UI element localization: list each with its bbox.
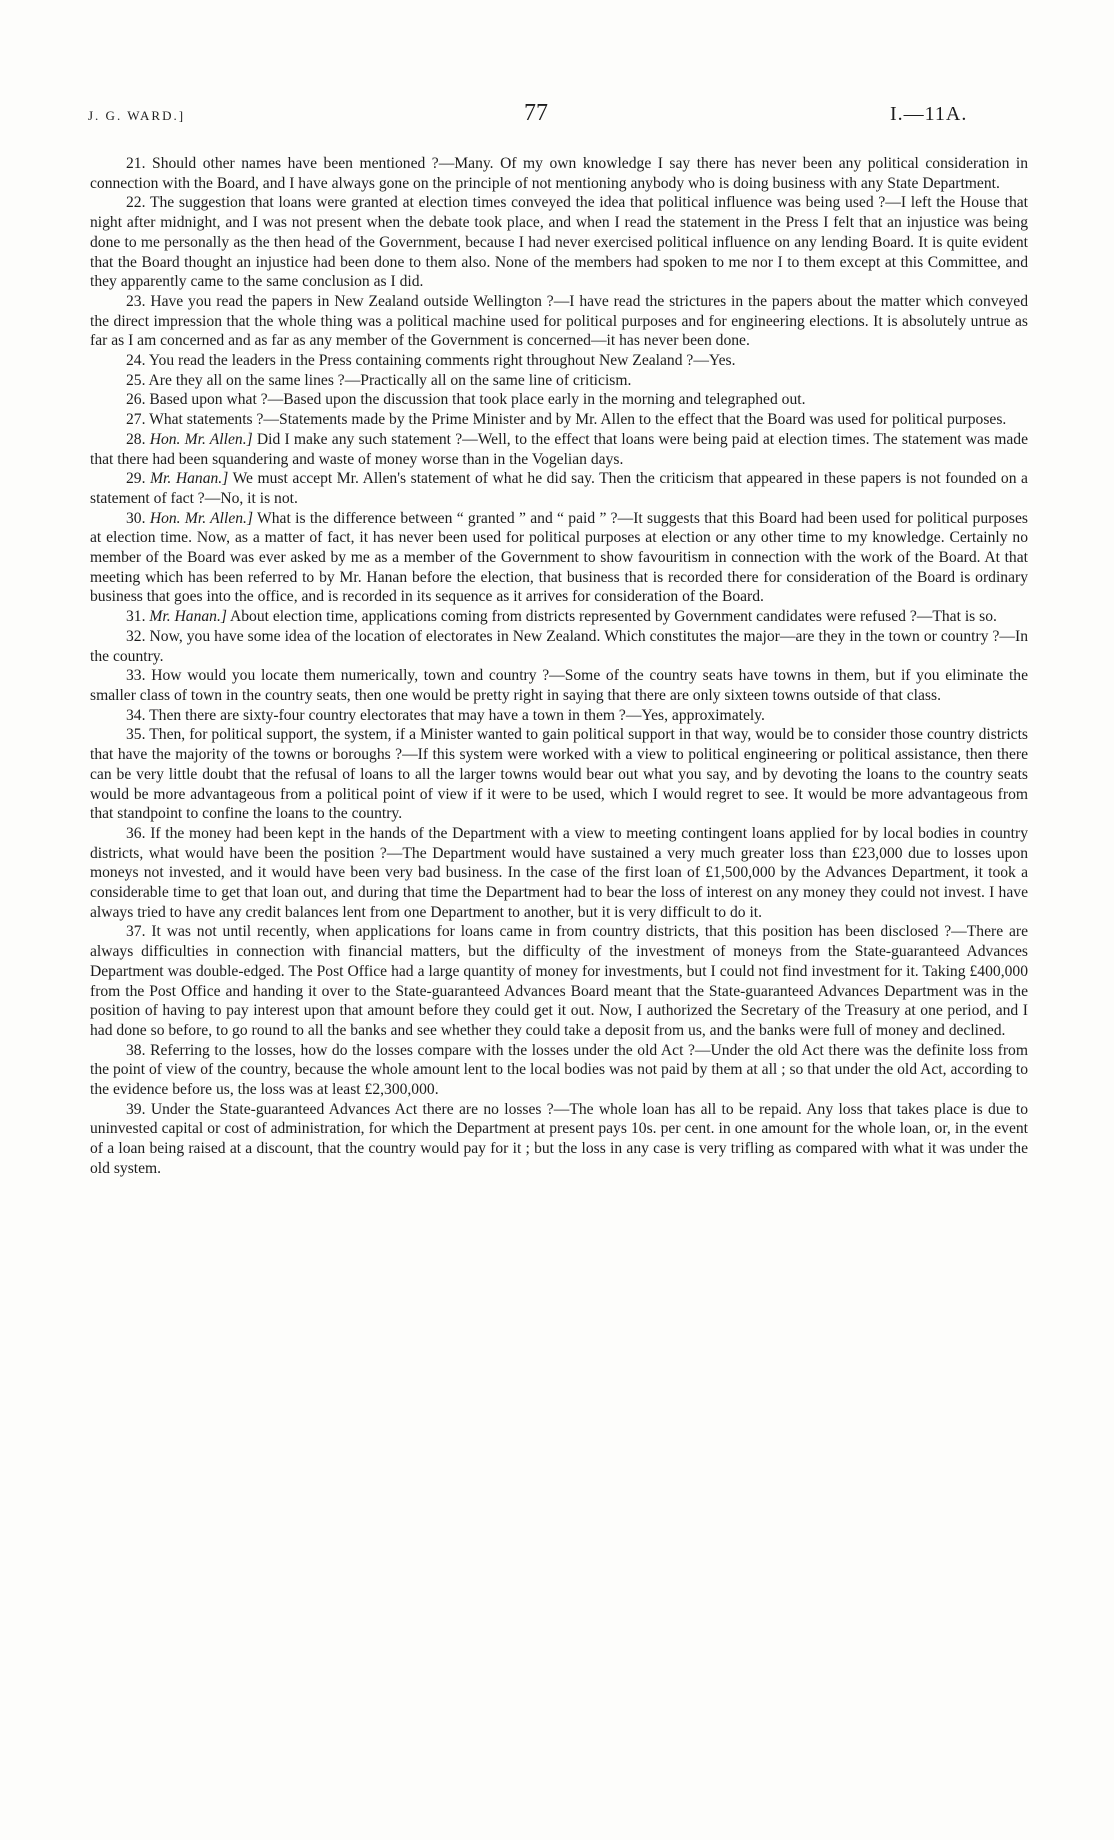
paragraph-27: [90, 410, 1028, 430]
paragraph-39: [90, 1100, 1028, 1179]
paragraph-number: 29.: [126, 470, 146, 488]
paragraph-number: 34.: [126, 706, 146, 724]
paragraph-text: Under the State-guaranteed Advances Act there are no losses ?—The whole loan has all to be repaid. Any loss that takes place is due to uninvested capital or cost of administration, for which the Department at present pays 10s. per cent. in one amount for the whole loan, or, in the event of a loan being raised at a discount, that the country would pay for it ; but the loss in any case is very trifling as compared with what it was under the old system.: [90, 1100, 1028, 1177]
paragraph-text: Did I make any such statement ?—Well, to the effect that loans were being paid at election times. The statement was made that there had been squandering and waste of money worse than in the Vogelian days.: [90, 430, 1028, 468]
paragraph-text: Then, for political support, the system, if a Minister wanted to gain political support in that way, would be to consider those country districts that have the majority of the towns or boroughs ?—If this system were worked with a view to political engineering or political assistance, then there can be very little doubt that the refusal of loans to all the larger towns would bear out what you say, and by devoting the loans to the country seats would be more advantageous from a political point of view if it were to be used, which I would regret to see. It would be more advantageous from that standpoint to confine the loans to the country.: [90, 726, 1029, 823]
paragraph-22: [90, 193, 1028, 292]
paragraph-text: Now, you have some idea of the location of electorates in New Zealand. Which constitutes the major—are they in the town or country ?—In the country.: [90, 627, 1028, 665]
paragraph-number: 30.: [126, 509, 146, 527]
paragraph-number: 27.: [126, 411, 146, 429]
paragraph-21: [90, 154, 1028, 193]
paragraph-text: Should other names have been mentioned ?—Many. Of my own knowledge I say there has never been any political consideration in connection with the Board, and I have always gone on the principle of not mentioning anybody who is doing business with any State Department.: [90, 155, 1029, 192]
paragraph-number: 31.: [126, 608, 146, 626]
paragraph-number: 33.: [126, 667, 146, 685]
paragraph-26: [90, 390, 1028, 410]
paragraph-number: 35.: [126, 726, 146, 744]
paragraph-number: 25.: [126, 371, 146, 389]
speaker-label: Hon. Mr. Allen.]: [149, 509, 254, 527]
document-body: [90, 154, 1028, 1179]
paragraph-32: [90, 627, 1028, 666]
paragraph-number: 39.: [126, 1100, 146, 1118]
speaker-label: Hon. Mr. Allen.]: [149, 430, 253, 448]
paragraph-36: [90, 824, 1028, 923]
paragraph-24: [90, 351, 1028, 371]
paragraph-30: [90, 509, 1028, 608]
paragraph-29: [90, 469, 1028, 508]
page-number: 77: [524, 100, 548, 126]
speaker-label: Mr. Hanan.]: [149, 608, 227, 626]
paragraph-number: 21.: [126, 155, 146, 172]
speaker-label: Mr. Hanan.]: [150, 470, 229, 488]
paragraph-text: If the money had been kept in the hands of the Department with a view to meeting contingent loans applied for by local bodies in country districts, what would have been the position ?—The Department would have sustained a very much greater loss than £23,000 due to losses upon moneys not invested, and it would have been very bad business. In the case of the first loan of £1,500,000 by the Advances Department, it took a considerable time to get that loan out, and during that time the Department had to bear the loss of interest on any money they could not invest. I have always tried to have any credit balances lent from one Department to another, but it is very difficult to do it.: [90, 824, 1028, 921]
paragraph-text: What statements ?—Statements made by the Prime Minister and by Mr. Allen to the effect that the Board was used for political purposes.: [149, 411, 1007, 429]
paragraph-text: Referring to the losses, how do the losses compare with the losses under the old Act ?—Under the old Act there was the definite loss from the point of view of the country, because the whole amount lent to the local bodies was not paid by them at all ; so that under the old Act, according to the evidence before us, the loss was at least £2,300,000.: [90, 1041, 1028, 1099]
paragraph-number: 23.: [126, 292, 146, 310]
paragraph-text: Are they all on the same lines ?—Practically all on the same line of criticism.: [148, 371, 632, 389]
paragraph-34: [90, 706, 1028, 726]
paragraph-35: [90, 725, 1028, 824]
paragraph-text: Then there are sixty-four country electorates that may have a town in them ?—Yes, approximately.: [149, 706, 765, 724]
paragraph-text: About election time, applications coming from districts represented by Government candidates were refused ?—That is so.: [230, 608, 997, 626]
paragraph-text: It was not until recently, when applications for loans came in from country districts, that this position has been disclosed ?—There are always difficulties in connection with financial matters, but the difficulty of the investment of moneys from the State-guaranteed Advances Department was double-edged. The Post Office had a large quantity of money for investments, but I could not find investment for it. Taking £400,000 from the Post Office and handing it over to the State-guaranteed Advances Board meant that the State-guaranteed Advances Department was in the position of having to pay interest upon that amount before they could get it out. Now, I authorized the Secretary of the Treasury at one period, and I had done so before, to go round to all the banks and see whether they could take a deposit from us, and the banks were full of money and declined.: [90, 923, 1029, 1039]
paragraph-number: 28.: [126, 430, 146, 448]
paragraph-31: [90, 607, 1028, 627]
paragraph-text: Based upon what ?—Based upon the discussion that took place early in the morning and telegraphed out.: [149, 391, 806, 409]
paragraph-38: [90, 1041, 1028, 1100]
header-paper-reference: I.—11A.: [890, 103, 968, 125]
paragraph-33: [90, 666, 1028, 705]
paragraph-text: The suggestion that loans were granted at election times conveyed the idea that political influence was being used ?—I left the House that night after midnight, and I was not present when the debate took place, and when I read the statement in the Press I felt that an injustice was being done to me personally as the then head of the Government, because I had never exercised political influence on any lending Board. It is quite evident that the Board thought an injustice had been done to them also. None of the members had spoken to me nor I to them except at this Committee, and they apparently came to the same conclusion as I did.: [90, 194, 1028, 291]
paragraph-number: 37.: [126, 923, 146, 941]
paragraph-number: 38.: [126, 1041, 146, 1059]
paragraph-number: 24.: [126, 352, 146, 370]
paragraph-28: [90, 430, 1028, 469]
paragraph-text: Have you read the papers in New Zealand outside Wellington ?—I have read the strictures in the papers about the matter which conveyed the direct impression that the whole thing was a political machine used for political purposes and for engineering elections. It is absolutely untrue as far as I am concerned and as far as any member of the Government is concerned—it has never been done.: [90, 292, 1029, 350]
paragraph-23: [90, 292, 1028, 351]
paragraph-text: You read the leaders in the Press containing comments right throughout New Zealand ?—Yes.: [148, 352, 736, 370]
paragraph-text: What is the difference between “ granted ” and “ paid ” ?—It suggests that this Board had been used for political purposes at election time. Now, as a matter of fact, it has never been used for political purposes at election or any other time to my knowledge. Certainly no member of the Board was ever asked by me as a member of the Government to show favouritism in connection with the work of the Board. At that meeting which has been referred to by Mr. Hanan before the election, that business that is recorded there for consideration of the Board is ordinary business that goes into the office, and is recorded in its sequence as it arrives for consideration of the Board.: [90, 509, 1028, 606]
paragraph-number: 26.: [126, 391, 146, 409]
paragraph-number: 36.: [126, 824, 146, 842]
header-witness-name: J. G. WARD.]: [88, 108, 186, 123]
paragraph-text: We must accept Mr. Allen's statement of what he did say. Then the criticism that appeared in these papers is not founded on a statement of fact ?—No, it is not.: [90, 470, 1028, 507]
paragraph-number: 22.: [126, 194, 146, 212]
paragraph-number: 32.: [126, 627, 146, 645]
paragraph-text: How would you locate them numerically, town and country ?—Some of the country seats have towns in them, but if you eliminate the smaller class of town in the country seats, then one would be pretty right in saying that there are only sixteen towns outside of that class.: [90, 667, 1028, 704]
paragraph-37: [90, 922, 1028, 1040]
paragraph-25: [90, 371, 1028, 391]
